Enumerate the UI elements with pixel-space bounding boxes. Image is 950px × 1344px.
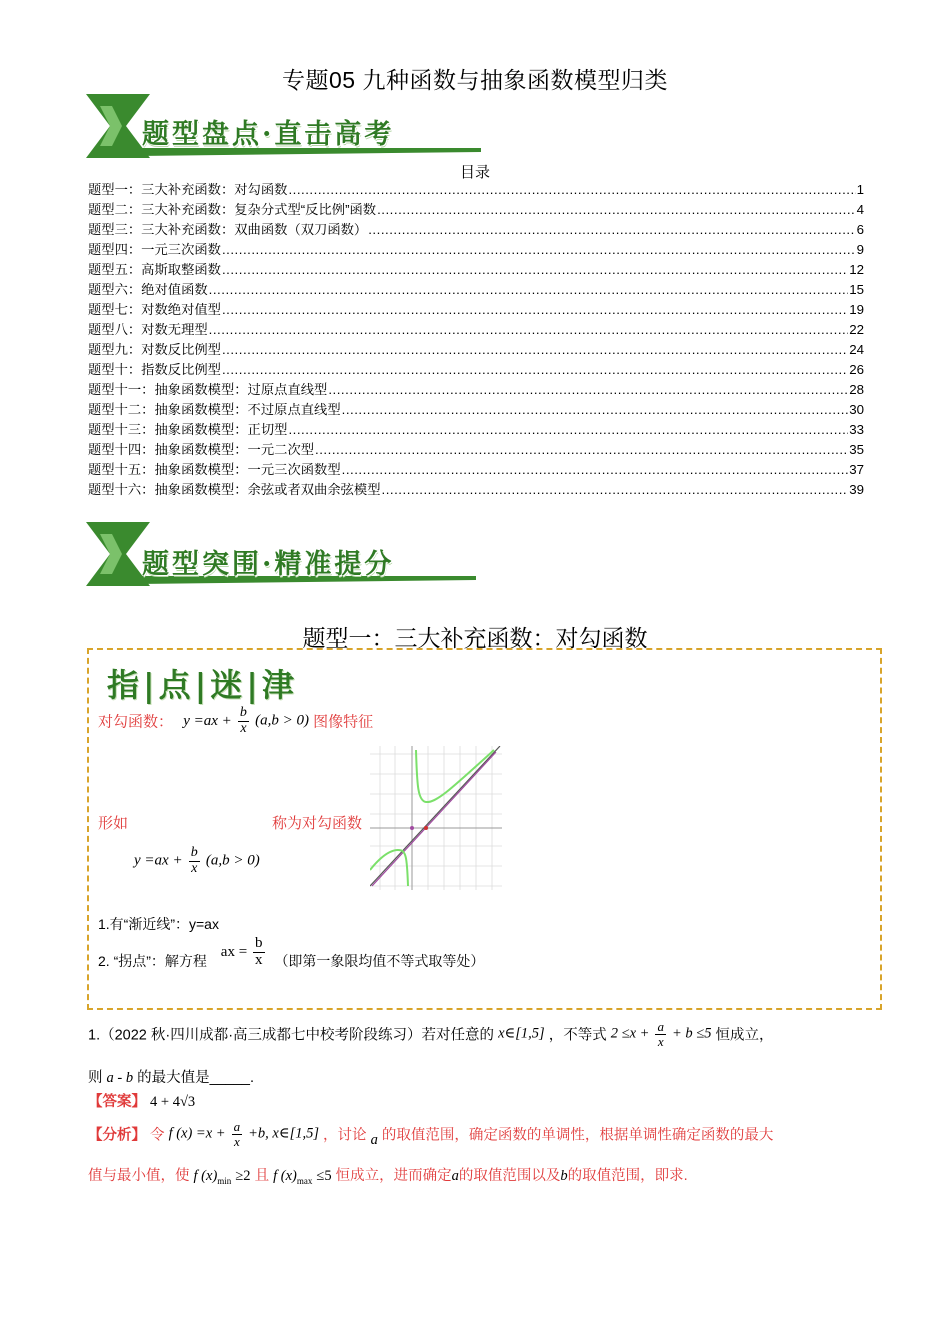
analysis-fmin: f (x) (193, 1168, 218, 1184)
toc-label: 题型十一：抽象函数模型：过原点直线型 (88, 382, 328, 397)
shape-suffix: 称为对勾函数 (272, 815, 363, 832)
toc-label: 题型十六：抽象函数模型：余弦或者双曲余弦模型 (88, 482, 381, 497)
analysis-line2-c: 的取值范围以及 (458, 1168, 561, 1184)
tips-formula-cond: (a,b > 0) (255, 712, 309, 729)
shape-fraction (189, 846, 200, 876)
point2-lhs: ax = (220, 943, 248, 960)
toc-page-number: 30 (849, 402, 864, 417)
analysis-var-a2: a (451, 1168, 459, 1184)
table-of-contents (88, 180, 864, 500)
analysis-and: 且 (254, 1168, 270, 1184)
toc-page-number: 24 (849, 342, 864, 357)
frac-num: b (239, 705, 247, 720)
shape-formula-cond: (a,b > 0) (205, 852, 260, 869)
toc-row[interactable] (88, 440, 864, 460)
toc-leader-dots (209, 320, 849, 340)
toc-label: 题型七：对数绝对值型 (88, 302, 221, 317)
analysis-sub-max: max (296, 1176, 313, 1186)
tips-fraction (238, 706, 249, 736)
problem-fraction (655, 1020, 666, 1048)
toc-page-number: 37 (849, 462, 864, 477)
analysis-line2-a: 值与最小值，使 (88, 1168, 190, 1184)
problem-suffix: 恒成立， (715, 1027, 774, 1044)
shape-formula-lhs: y =ax + (134, 852, 183, 869)
shape-label: 形如 (98, 815, 129, 832)
toc-leader-dots (222, 260, 848, 280)
problem-line1 (88, 1020, 774, 1048)
analysis-var-a: a (370, 1131, 378, 1148)
toc-page-number: 4 (856, 202, 864, 217)
frac-num: b (255, 935, 263, 951)
toc-leader-dots (222, 340, 848, 360)
analysis-sub-min: min (217, 1176, 232, 1186)
analysis-ge2: ≥2 (235, 1168, 251, 1184)
hook-function-graph (370, 746, 502, 890)
tips-label: 对勾函数： (98, 713, 174, 731)
tips-heading: 指|点|迷|津 (107, 666, 298, 704)
toc-row[interactable] (88, 460, 864, 480)
answer-value: 4 + 4√3 (150, 1094, 196, 1110)
toc-page-number: 26 (849, 362, 864, 377)
analysis-line1 (88, 1120, 773, 1149)
toc-leader-dots (209, 280, 849, 300)
frac-den: x (233, 1133, 240, 1149)
toc-page-number: 9 (856, 242, 864, 257)
tips-point1: 1.有“渐近线”：y=ax (98, 916, 219, 932)
toc-row[interactable] (88, 200, 864, 220)
toc-leader-dots (222, 300, 848, 320)
point2-fraction (253, 936, 265, 969)
section-title: 题型一：三大补充函数：对勾函数 (302, 625, 648, 651)
toc-row[interactable] (88, 400, 864, 420)
problem-ineq-left: 2 ≤x + (610, 1025, 650, 1042)
answer-label: 【答案】 (88, 1094, 146, 1110)
toc-label: 题型十三：抽象函数模型：正切型 (88, 422, 288, 437)
toc-row[interactable] (88, 380, 864, 400)
toc-leader-dots (288, 180, 855, 200)
analysis-text2: ，讨论 (323, 1127, 367, 1144)
frac-num: a (233, 1119, 241, 1134)
tips-suffix: 图像特征 (313, 713, 374, 731)
toc-label: 题型四：一元三次函数 (88, 242, 221, 257)
problem-set: x∈[1,5] (498, 1025, 545, 1042)
analysis-line2-b: 恒成立，进而确定 (335, 1168, 452, 1184)
analysis-label: 【分析】 (88, 1127, 146, 1144)
problem-expr: a - b (106, 1070, 134, 1086)
toc-row[interactable] (88, 220, 864, 240)
analysis-line2 (88, 1164, 688, 1186)
toc-label: 题型八：对数无理型 (88, 322, 208, 337)
point2-suffix: （即第一象限均值不等式取等处） (274, 954, 485, 970)
toc-page-number: 35 (849, 442, 864, 457)
toc-label: 题型九：对数反比例型 (88, 342, 221, 357)
tips-point2 (98, 936, 484, 971)
toc-page-number: 19 (849, 302, 864, 317)
analysis-text1: 令 (150, 1127, 165, 1144)
toc-page-number: 33 (849, 422, 864, 437)
frac-num: a (657, 1019, 664, 1034)
problem-line2 (88, 1066, 254, 1087)
toc-leader-dots (222, 360, 848, 380)
toc-label: 题型二：三大补充函数：复杂分式型“反比例”函数 (88, 202, 377, 217)
analysis-line2-d: 的取值范围，即求. (567, 1168, 688, 1184)
banner-summary-text: 题型盘点·直击高考 (142, 119, 395, 150)
analysis-le5: ≤5 (316, 1168, 332, 1184)
frac-den: x (191, 860, 198, 876)
toc-row[interactable] (88, 360, 864, 380)
toc-label: 题型十：指数反比例型 (88, 362, 221, 377)
problem-line2-suffix: 的最大值是_____. (137, 1070, 255, 1086)
tips-formula-lhs: y =ax + (183, 712, 232, 729)
problem-line2-prefix: 则 (88, 1070, 103, 1086)
toc-label: 题型十二：抽象函数模型：不过原点直线型 (88, 402, 341, 417)
frac-den: x (240, 720, 247, 736)
toc-row[interactable] (88, 280, 864, 300)
toc-label: 题型六：绝对值函数 (88, 282, 208, 297)
toc-row[interactable] (88, 180, 864, 200)
toc-page-number: 12 (849, 262, 864, 277)
toc-row[interactable] (88, 480, 864, 500)
tips-line1 (98, 706, 373, 736)
toc-leader-dots (315, 440, 848, 460)
toc-row[interactable] (88, 260, 864, 280)
toc-page-number: 39 (849, 482, 864, 497)
problem-mid: ，不等式 (548, 1027, 607, 1044)
banner-practice-text: 题型突围·精准提分 (142, 549, 395, 580)
frac-den: x (657, 1033, 664, 1049)
frac-den: x (255, 951, 263, 968)
toc-leader-dots (342, 400, 849, 420)
toc-page-number: 28 (849, 382, 864, 397)
problem-ineq-right: + b ≤5 (671, 1025, 712, 1042)
toc-leader-dots (328, 380, 848, 400)
shape-formula (134, 846, 260, 876)
page-title: 专题05 九种函数与抽象函数模型归类 (282, 67, 668, 93)
toc-row[interactable] (88, 300, 864, 320)
toc-page-number: 1 (856, 182, 864, 197)
toc-label: 题型一：三大补充函数：对勾函数 (88, 182, 288, 197)
toc-label: 题型十五：抽象函数模型：一元三次函数型 (88, 462, 341, 477)
analysis-fx-tail: +b, x∈[1,5] (248, 1125, 320, 1142)
toc-leader-dots (382, 480, 849, 500)
frac-num: b (190, 845, 198, 860)
banner-practice (86, 522, 486, 586)
toc-row[interactable] (88, 240, 864, 260)
toc-page-number: 22 (849, 322, 864, 337)
analysis-text3: 的取值范围，确定函数的单调性，根据单调性确定函数的最大 (381, 1127, 774, 1144)
analysis-fmax: f (x) (273, 1168, 297, 1184)
toc-heading: 目录 (459, 164, 490, 181)
analysis-fx: f (x) =x + (168, 1125, 226, 1142)
toc-leader-dots (288, 420, 848, 440)
toc-page-number: 6 (856, 222, 864, 237)
toc-row[interactable] (88, 320, 864, 340)
toc-page-number: 15 (849, 282, 864, 297)
problem-prefix: 1.（2022 秋·四川成都·高三成都七中校考阶段练习）若对任意的 (88, 1027, 495, 1044)
analysis-fraction (232, 1120, 243, 1148)
toc-leader-dots (377, 200, 856, 220)
toc-label: 题型五：高斯取整函数 (88, 262, 221, 277)
answer-line (88, 1090, 195, 1111)
toc-leader-dots (342, 460, 849, 480)
toc-leader-dots (222, 240, 856, 260)
toc-leader-dots (368, 220, 855, 240)
point2-prefix: 2. “拐点”：解方程 (98, 952, 207, 969)
toc-row[interactable] (88, 420, 864, 440)
analysis-var-b: b (560, 1168, 568, 1184)
banner-summary (86, 94, 486, 158)
toc-label: 题型三：三大补充函数：双曲函数（双刀函数） (88, 222, 368, 237)
toc-label: 题型十四：抽象函数模型：一元二次型 (88, 442, 315, 457)
toc-row[interactable] (88, 340, 864, 360)
